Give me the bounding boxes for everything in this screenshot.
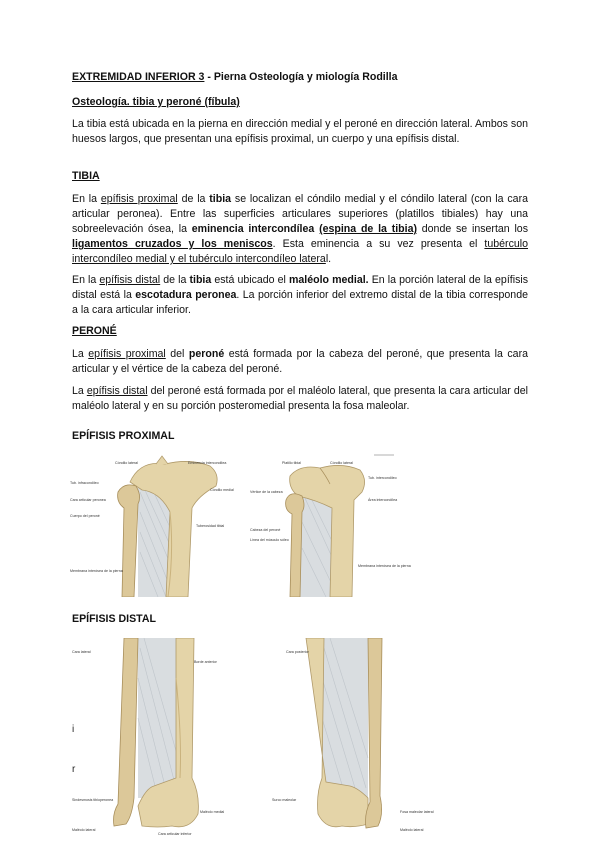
label-membrana-interosea-2: Membrana interósea de la pierna bbox=[358, 564, 411, 568]
label-platillo-tibial: Platillo tibial bbox=[282, 461, 301, 465]
figure-caption-distal: EPÍFISIS DISTAL bbox=[72, 613, 156, 625]
label-condilo-medial: Cóndilo medial bbox=[210, 488, 234, 492]
section-heading-osteologia: Osteología. tibia y peroné (fíbula) bbox=[72, 96, 240, 108]
proximal-anterior-illustration bbox=[70, 452, 245, 597]
margin-mark-2: r bbox=[72, 764, 76, 775]
section-heading-tibia: TIBIA bbox=[72, 170, 100, 182]
label-vertice-cabeza: Vértice de la cabeza bbox=[250, 490, 283, 494]
label-linea-soleo: Línea del músculo sóleo bbox=[250, 538, 289, 542]
label-tub-infracondileo: Tub. infracondíleo bbox=[70, 481, 99, 485]
distal-anterior-bone-drawing bbox=[72, 638, 252, 844]
distal-anterior-illustration bbox=[72, 638, 252, 844]
proximal-posterior-bone-drawing bbox=[250, 452, 405, 597]
tibia-paragraph-proximal: En la epífisis proximal de la tibia se localizan el cóndilo medial y el cóndilo lateral (con la cara articular peronea). Entre las superficies articulares superiores (platillos tibiales) hay una sobreelevación ósea, la eminencia intercondílea (espina de la tibia) donde se insertan los ligamentos cruzados y los meniscos. Esta eminencia a su vez presenta el tubérculo intercondíleo medial y el tubérculo intercondíleo lateral. bbox=[72, 193, 529, 265]
label-maleolo-lateral-posterior: Maléolo lateral bbox=[400, 828, 424, 832]
intro-paragraph: La tibia está ubicada en la pierna en dirección medial y el peroné en dirección lateral. Ambos son huesos largos, que presentan una epífisis proximal, un cuerpo y una epífisis distal. bbox=[72, 118, 528, 145]
label-maleolo-medial: Maléolo medial bbox=[200, 810, 225, 814]
label-fosa-maleolar: Fosa maleolar lateral bbox=[400, 810, 434, 814]
label-tub-intercondileo: Tub. intercondíleo bbox=[368, 476, 397, 480]
perone-paragraph-proximal: La epífisis proximal del peroné está formada por la cabeza del peroné, que presenta la cara articular y el vértice de la cabeza del peroné. bbox=[72, 348, 528, 375]
label-cara-lateral: Cara lateral bbox=[72, 650, 91, 654]
label-cuerpo-perone: Cuerpo del peroné bbox=[70, 514, 100, 518]
title-main: EXTREMIDAD INFERIOR 3 bbox=[72, 71, 205, 83]
label-eminencia: Eminencia intercondílea bbox=[188, 461, 227, 465]
label-maleolo-lateral-anterior: Maléolo lateral bbox=[72, 828, 96, 832]
section-heading-perone: PERONÉ bbox=[72, 325, 117, 337]
label-surco-maleolar: Surco maleolar bbox=[272, 798, 297, 802]
label-tuberosidad-tibial: Tuberosidad tibial bbox=[196, 524, 225, 528]
perone-paragraph-distal: La epífisis distal del peroné está formada por el maléolo lateral, que presenta la cara articular del maléolo lateral y en su porción posteromedial presenta la fosa maleolar. bbox=[72, 385, 528, 412]
label-cabeza-perone: Cabeza del peroné bbox=[250, 528, 281, 532]
proximal-posterior-illustration bbox=[250, 452, 411, 597]
label-area-intercondilea: Área intercondílea bbox=[368, 498, 398, 502]
label-condilo-lateral: Cóndilo lateral bbox=[115, 461, 138, 465]
tibia-paragraph-distal: En la epífisis distal de la tibia está ubicado el maléolo medial. En la porción lateral de la epífisis distal está la escotadura peronea. La porción inferior del extremo distal de la tibia corresponde a la cara articular inferior. bbox=[72, 274, 529, 316]
label-membrana-interosea-1: Membrana interósea de la pierna bbox=[70, 569, 123, 573]
margin-mark-1: i bbox=[72, 724, 75, 735]
label-cara-posterior: Cara posterior bbox=[286, 650, 309, 654]
document-title bbox=[72, 71, 398, 83]
distal-posterior-illustration bbox=[272, 638, 452, 844]
label-borde-anterior: Borde anterior bbox=[194, 660, 217, 664]
label-cara-articular-peronea: Cara articular peronea bbox=[70, 498, 106, 502]
label-cara-articular-inferior: Cara articular inferior bbox=[158, 832, 192, 836]
label-sindesmosis: Sindesmosis tibioperonea bbox=[72, 798, 114, 802]
title-subtitle: - Pierna Osteología y miología Rodilla bbox=[204, 71, 398, 83]
label-condilo-lateral-posterior: Cóndilo lateral bbox=[330, 461, 353, 465]
figure-caption-proximal: EPÍFISIS PROXIMAL bbox=[72, 430, 175, 442]
